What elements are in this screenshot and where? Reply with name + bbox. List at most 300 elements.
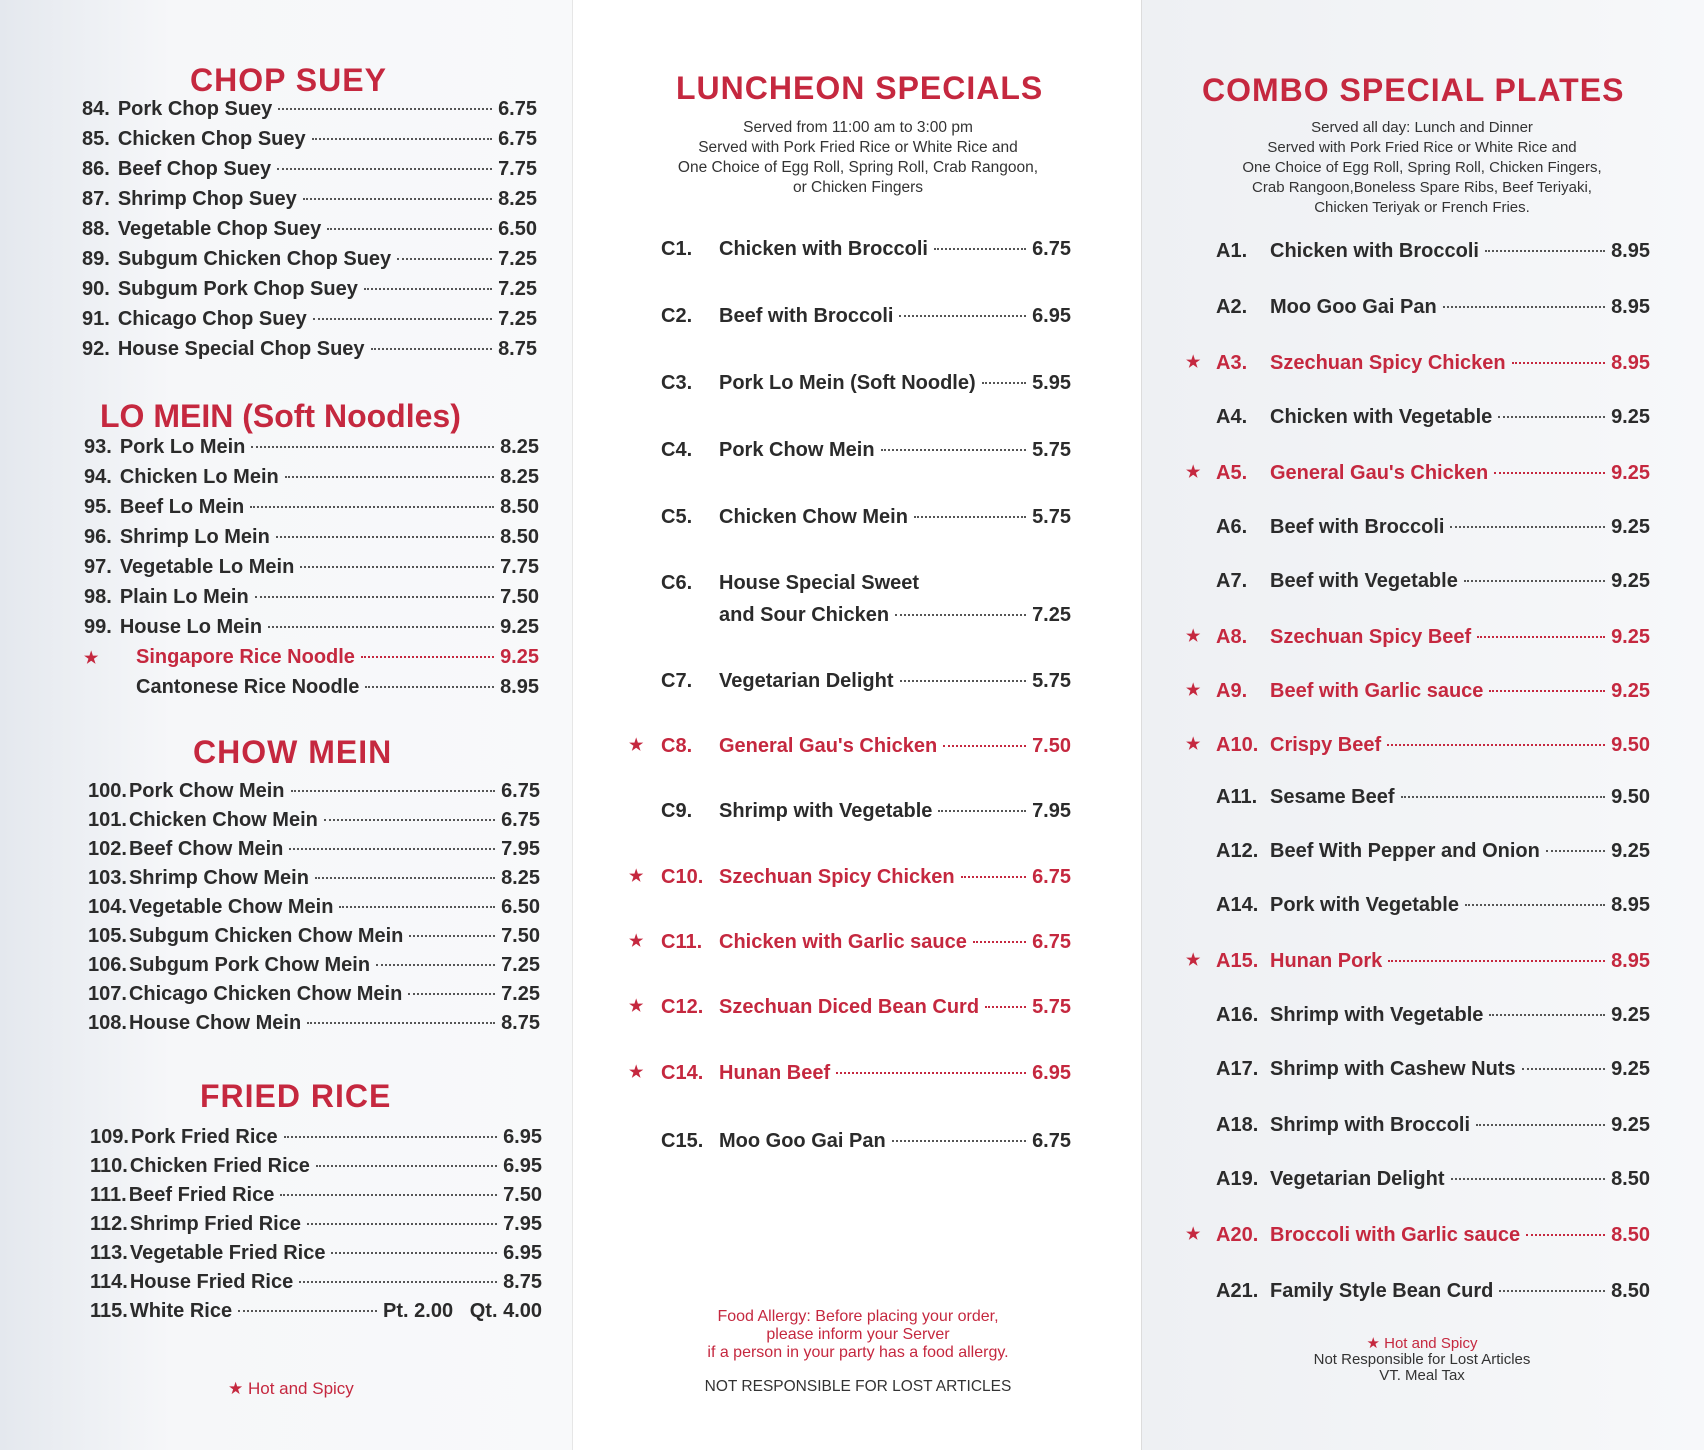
leader-dots bbox=[1464, 580, 1605, 582]
item-price: 9.25 bbox=[1611, 680, 1650, 702]
leader-dots bbox=[255, 596, 494, 598]
item-name: General Gau's Chicken bbox=[1270, 462, 1489, 484]
item-number: 92. bbox=[82, 338, 110, 360]
item-number: A18. bbox=[1216, 1114, 1259, 1136]
item-name: Vegetable Chow Mein bbox=[128, 896, 334, 918]
item-name: Beef with Vegetable bbox=[1270, 570, 1458, 592]
leader-dots bbox=[365, 686, 494, 688]
item-name: Shrimp with Vegetable bbox=[1270, 1004, 1484, 1026]
item-price: 7.25 bbox=[498, 278, 537, 300]
menu-item-spicy bbox=[1186, 626, 1650, 654]
item-price: 7.95 bbox=[1032, 800, 1071, 822]
item-price: 6.75 bbox=[1032, 238, 1071, 260]
menu-item bbox=[661, 1130, 1071, 1158]
item-price: 9.25 bbox=[1611, 516, 1650, 538]
item-price: 6.50 bbox=[498, 218, 537, 240]
luncheon-sub-line: Served from 11:00 am to 3:00 pm bbox=[743, 119, 973, 136]
item-price: 8.75 bbox=[498, 338, 537, 360]
item-price: 6.75 bbox=[501, 809, 540, 831]
menu-item-spicy bbox=[629, 996, 1071, 1024]
leader-dots bbox=[1489, 1014, 1605, 1016]
luncheon-sub-line: Served with Pork Fried Rice or White Rice and bbox=[698, 139, 1018, 156]
menu-item-spicy bbox=[629, 735, 1071, 763]
luncheon-title: LUNCHEON SPECIALS bbox=[676, 70, 1044, 106]
leader-dots bbox=[307, 1022, 495, 1024]
leader-dots bbox=[307, 1223, 497, 1225]
leader-dots bbox=[1387, 744, 1605, 746]
item-name: Family Style Bean Curd bbox=[1270, 1280, 1494, 1302]
leader-dots bbox=[1388, 960, 1605, 962]
leader-dots bbox=[238, 1310, 377, 1312]
item-name: Moo Goo Gai Pan bbox=[719, 1130, 886, 1152]
item-name: Hunan Beef bbox=[719, 1062, 831, 1084]
item-name: Chicago Chop Suey bbox=[117, 308, 307, 330]
item-name: Beef Chow Mein bbox=[128, 838, 284, 860]
item-number: 84. bbox=[82, 98, 110, 120]
item-number: 94. bbox=[84, 466, 112, 488]
item-name: Beef with Broccoli bbox=[719, 305, 894, 327]
menu-item-spicy bbox=[1186, 950, 1650, 978]
menu-item bbox=[1216, 516, 1650, 544]
menu-item bbox=[1216, 1280, 1650, 1308]
item-name-cont: and Sour Chicken bbox=[719, 604, 890, 626]
item-number: 99. bbox=[84, 616, 112, 638]
menu-item bbox=[82, 158, 537, 186]
menu-item-spicy bbox=[84, 646, 539, 674]
combo-footer bbox=[1202, 1336, 1642, 1384]
item-price: 9.25 bbox=[500, 646, 539, 668]
item-price: 9.25 bbox=[1611, 570, 1650, 592]
item-number: 112. bbox=[90, 1213, 128, 1235]
item-name: Beef with Garlic sauce bbox=[1270, 680, 1484, 702]
menu-item bbox=[82, 218, 537, 246]
item-number: 107. bbox=[88, 983, 127, 1005]
item-price: 8.75 bbox=[503, 1271, 542, 1293]
menu-item bbox=[1216, 240, 1650, 268]
leader-dots bbox=[900, 680, 1027, 682]
leader-dots bbox=[277, 168, 492, 170]
leader-dots bbox=[285, 476, 494, 478]
leader-dots bbox=[1401, 796, 1606, 798]
leader-dots bbox=[914, 516, 1026, 518]
item-name: Beef with Broccoli bbox=[1270, 516, 1445, 538]
menu-item bbox=[88, 809, 540, 837]
combo-sub-line: Served all day: Lunch and Dinner bbox=[1311, 119, 1533, 136]
menu-item bbox=[90, 1213, 542, 1241]
item-number: 90. bbox=[82, 278, 110, 300]
item-name: Sesame Beef bbox=[1270, 786, 1395, 808]
panel-left bbox=[0, 0, 572, 1450]
leader-dots bbox=[371, 348, 493, 350]
item-name: Subgum Chicken Chop Suey bbox=[117, 248, 392, 270]
item-name: Vegetable Lo Mein bbox=[119, 556, 295, 578]
menu-item bbox=[90, 1271, 542, 1299]
menu-item bbox=[88, 954, 540, 982]
menu-item bbox=[84, 526, 539, 554]
item-price: 6.75 bbox=[1032, 866, 1071, 888]
item-name: Chicken Chow Mein bbox=[128, 809, 318, 831]
item-name: Shrimp Chop Suey bbox=[117, 188, 297, 210]
item-name: Vegetable Chop Suey bbox=[117, 218, 322, 240]
item-number: 97. bbox=[84, 556, 112, 578]
leader-dots bbox=[316, 1165, 497, 1167]
menu-item bbox=[90, 1126, 542, 1154]
item-name: Szechuan Spicy Chicken bbox=[719, 866, 955, 888]
item-price: 8.95 bbox=[1611, 240, 1650, 262]
menu-item bbox=[82, 248, 537, 276]
item-name: Subgum Pork Chow Mein bbox=[128, 954, 371, 976]
item-number: 108. bbox=[88, 1012, 127, 1034]
leader-dots bbox=[250, 506, 494, 508]
item-name: Shrimp Fried Rice bbox=[129, 1213, 301, 1235]
item-number: A3. bbox=[1216, 352, 1248, 374]
menu-item bbox=[1216, 894, 1650, 922]
item-name: House Special Chop Suey bbox=[117, 338, 365, 360]
item-number: 105. bbox=[88, 925, 127, 947]
item-name: Subgum Pork Chop Suey bbox=[117, 278, 358, 300]
menu-item-spicy bbox=[1186, 1224, 1650, 1252]
leader-dots bbox=[892, 1140, 1026, 1142]
item-number: 87. bbox=[82, 188, 110, 210]
hot-spicy-star-icon: ★ bbox=[629, 868, 644, 885]
leader-dots bbox=[1498, 416, 1605, 418]
item-name: Cantonese Rice Noodle bbox=[136, 676, 360, 698]
leader-dots bbox=[938, 810, 1026, 812]
leader-dots bbox=[312, 138, 492, 140]
hot-spicy-star-icon: ★ bbox=[1186, 682, 1201, 699]
item-number: A6. bbox=[1216, 516, 1248, 538]
item-number: A20. bbox=[1216, 1224, 1259, 1246]
leader-dots bbox=[1450, 526, 1605, 528]
item-price: 9.25 bbox=[1611, 1058, 1650, 1080]
item-number: A11. bbox=[1216, 786, 1258, 808]
menu-item bbox=[661, 439, 1071, 467]
item-price: 7.95 bbox=[503, 1213, 542, 1235]
menu-item bbox=[82, 338, 537, 366]
menu-item bbox=[84, 676, 539, 704]
item-name: Chicken with Broccoli bbox=[719, 238, 928, 260]
leader-dots bbox=[268, 626, 494, 628]
leader-dots bbox=[409, 935, 495, 937]
item-name: Szechuan Spicy Beef bbox=[1270, 626, 1472, 648]
combo-sub-line: Served with Pork Fried Rice or White Rice and bbox=[1267, 139, 1577, 156]
item-name: House Special Sweet bbox=[719, 572, 920, 594]
item-number: C15. bbox=[661, 1130, 704, 1152]
item-number: C4. bbox=[661, 439, 693, 461]
item-price: 7.95 bbox=[501, 838, 540, 860]
item-name: Chicken Chop Suey bbox=[117, 128, 306, 150]
leader-dots bbox=[1546, 850, 1605, 852]
item-price: 7.25 bbox=[498, 308, 537, 330]
item-number: A10. bbox=[1216, 734, 1259, 756]
menu-item bbox=[661, 670, 1071, 698]
meal-tax-note: VT. Meal Tax bbox=[1379, 1367, 1465, 1384]
item-number: 86. bbox=[82, 158, 110, 180]
item-price: 8.95 bbox=[1611, 296, 1650, 318]
item-name: Shrimp Chow Mein bbox=[128, 867, 309, 889]
menu-item bbox=[1216, 1058, 1650, 1086]
leader-dots bbox=[299, 1281, 497, 1283]
item-name: Pork Chop Suey bbox=[117, 98, 273, 120]
item-name: Shrimp with Vegetable bbox=[719, 800, 933, 822]
leader-dots bbox=[982, 382, 1026, 384]
item-price: 8.95 bbox=[1611, 352, 1650, 374]
leader-dots bbox=[985, 1006, 1026, 1008]
item-price: 8.75 bbox=[501, 1012, 540, 1034]
item-name: Beef With Pepper and Onion bbox=[1270, 840, 1540, 862]
item-number: A2. bbox=[1216, 296, 1248, 318]
menu-item-spicy bbox=[1186, 734, 1650, 762]
item-name: Pork with Vegetable bbox=[1270, 894, 1459, 916]
item-number: C7. bbox=[661, 670, 693, 692]
leader-dots bbox=[276, 536, 494, 538]
menu-item bbox=[1216, 1114, 1650, 1142]
leader-dots bbox=[1465, 904, 1605, 906]
menu-item bbox=[661, 372, 1071, 400]
menu-item bbox=[661, 305, 1071, 333]
item-number: C12. bbox=[661, 996, 704, 1018]
item-price: 6.75 bbox=[1032, 931, 1071, 953]
item-price: 6.95 bbox=[1032, 305, 1071, 327]
menu-item bbox=[661, 238, 1071, 266]
leader-dots bbox=[934, 248, 1026, 250]
hot-spicy-star-icon: ★ bbox=[1186, 736, 1201, 753]
hot-spicy-star-icon: ★ bbox=[629, 1064, 644, 1081]
item-name: Chicken with Garlic sauce bbox=[719, 931, 967, 953]
menu-item bbox=[82, 278, 537, 306]
item-price: 6.95 bbox=[503, 1155, 542, 1177]
item-number: 101. bbox=[88, 809, 127, 831]
leader-dots bbox=[251, 446, 494, 448]
leader-dots bbox=[324, 819, 495, 821]
menu-item bbox=[88, 983, 540, 1011]
item-number: A19. bbox=[1216, 1168, 1259, 1190]
item-price: 5.75 bbox=[1032, 506, 1071, 528]
hot-spicy-note: ★ Hot and Spicy bbox=[1366, 1335, 1478, 1352]
item-name: Subgum Chicken Chow Mein bbox=[128, 925, 404, 947]
item-price: 7.50 bbox=[501, 925, 540, 947]
chow-mein-title: CHOW MEIN bbox=[193, 734, 393, 770]
item-number: 96. bbox=[84, 526, 112, 548]
item-price: 7.75 bbox=[500, 556, 539, 578]
item-name: Beef Chop Suey bbox=[117, 158, 272, 180]
item-name: Moo Goo Gai Pan bbox=[1270, 296, 1437, 318]
leader-dots bbox=[303, 198, 492, 200]
leader-dots bbox=[1526, 1234, 1605, 1236]
menu-item bbox=[1216, 786, 1650, 814]
item-price: 7.75 bbox=[498, 158, 537, 180]
item-number: 91. bbox=[82, 308, 110, 330]
item-name: Pork Fried Rice bbox=[130, 1126, 278, 1148]
item-number: 88. bbox=[82, 218, 110, 240]
item-name: Chicken with Vegetable bbox=[1270, 406, 1493, 428]
item-price: 5.75 bbox=[1032, 670, 1071, 692]
menu-item bbox=[661, 506, 1071, 534]
menu-item bbox=[84, 436, 539, 464]
luncheon-sub-line: or Chicken Fingers bbox=[792, 179, 924, 196]
leader-dots bbox=[1512, 362, 1605, 364]
leader-dots bbox=[300, 566, 494, 568]
hot-spicy-star-icon: ★ bbox=[1186, 952, 1201, 969]
item-number: 114. bbox=[90, 1271, 128, 1293]
menu-item-spicy bbox=[629, 931, 1071, 959]
leader-dots bbox=[397, 258, 492, 260]
item-name: Chicago Chicken Chow Mein bbox=[128, 983, 403, 1005]
menu-item-line2 bbox=[711, 604, 1071, 632]
menu-item bbox=[84, 466, 539, 494]
item-name: Szechuan Diced Bean Curd bbox=[719, 996, 980, 1018]
menu-item-spicy bbox=[1186, 680, 1650, 708]
menu-item bbox=[88, 838, 540, 866]
hot-spicy-star-icon: ★ bbox=[1186, 354, 1201, 371]
item-price: 8.50 bbox=[500, 526, 539, 548]
item-name: Vegetable Fried Rice bbox=[129, 1242, 326, 1264]
panel-right bbox=[1142, 0, 1704, 1450]
item-price: 8.95 bbox=[500, 676, 539, 698]
item-name: Chicken Lo Mein bbox=[119, 466, 279, 488]
item-number: A14. bbox=[1216, 894, 1259, 916]
leader-dots bbox=[364, 288, 492, 290]
item-price: 6.95 bbox=[503, 1126, 542, 1148]
luncheon-sub-line: One Choice of Egg Roll, Spring Roll, Crab Rangoon, bbox=[677, 159, 1039, 176]
leader-dots bbox=[280, 1194, 497, 1196]
leader-dots bbox=[881, 449, 1026, 451]
leader-dots bbox=[291, 790, 496, 792]
item-number: 95. bbox=[84, 496, 112, 518]
leader-dots bbox=[327, 228, 492, 230]
leader-dots bbox=[943, 745, 1026, 747]
item-price: 9.25 bbox=[1611, 840, 1650, 862]
hot-spicy-star-icon: ★ bbox=[629, 933, 644, 950]
lost-articles-note: Not Responsible for Lost Articles bbox=[1313, 1351, 1531, 1368]
item-name: Singapore Rice Noodle bbox=[136, 646, 355, 668]
item-name: House Fried Rice bbox=[129, 1271, 294, 1293]
leader-dots bbox=[1522, 1068, 1605, 1070]
menu-item bbox=[88, 896, 540, 924]
item-number: 106. bbox=[88, 954, 127, 976]
menu-item bbox=[88, 780, 540, 808]
item-name: Beef Fried Rice bbox=[128, 1184, 275, 1206]
item-price: 6.50 bbox=[501, 896, 540, 918]
item-name: Chicken Fried Rice bbox=[129, 1155, 310, 1177]
item-price: 6.95 bbox=[1032, 1062, 1071, 1084]
leader-dots bbox=[1485, 250, 1605, 252]
menu-item bbox=[82, 128, 537, 156]
item-price: 8.50 bbox=[1611, 1168, 1650, 1190]
item-number: A8. bbox=[1216, 626, 1248, 648]
menu-item bbox=[1216, 406, 1650, 434]
item-price: 6.95 bbox=[503, 1242, 542, 1264]
leader-dots bbox=[339, 906, 495, 908]
item-number: 109. bbox=[90, 1126, 129, 1148]
leader-dots bbox=[1477, 636, 1605, 638]
lost-articles-note: NOT RESPONSIBLE FOR LOST ARTICLES bbox=[704, 1378, 1012, 1395]
item-number: C3. bbox=[661, 372, 693, 394]
item-number: 110. bbox=[90, 1155, 128, 1177]
item-name: White Rice bbox=[129, 1300, 233, 1322]
leader-dots bbox=[408, 993, 495, 995]
menu-item bbox=[82, 98, 537, 126]
item-name: Pork Chow Mein bbox=[719, 439, 875, 461]
menu-item bbox=[1216, 840, 1650, 868]
hot-spicy-star-icon: ★ bbox=[84, 650, 99, 667]
item-number: C14. bbox=[661, 1062, 704, 1084]
food-allergy-note bbox=[638, 1308, 1078, 1362]
item-number: A15. bbox=[1216, 950, 1259, 972]
item-price: 6.75 bbox=[498, 128, 537, 150]
item-name: House Lo Mein bbox=[119, 616, 263, 638]
leader-dots bbox=[376, 964, 495, 966]
leader-dots bbox=[289, 848, 495, 850]
menu-item-spicy bbox=[629, 1062, 1071, 1090]
item-name: Hunan Pork bbox=[1270, 950, 1383, 972]
menu-item bbox=[90, 1242, 542, 1270]
item-number: 113. bbox=[90, 1242, 128, 1264]
menu-item bbox=[90, 1155, 542, 1183]
item-price: 8.25 bbox=[501, 867, 540, 889]
item-name: Vegetarian Delight bbox=[719, 670, 894, 692]
item-number: A5. bbox=[1216, 462, 1248, 484]
item-name: House Chow Mein bbox=[128, 1012, 302, 1034]
item-price: 8.95 bbox=[1611, 894, 1650, 916]
item-name: Broccoli with Garlic sauce bbox=[1270, 1224, 1521, 1246]
hot-spicy-star-icon: ★ bbox=[629, 737, 644, 754]
menu-item bbox=[88, 1012, 540, 1040]
item-number: 103. bbox=[88, 867, 127, 889]
item-number: A16. bbox=[1216, 1004, 1259, 1026]
item-number: C8. bbox=[661, 735, 693, 757]
chop-suey-title: CHOP SUEY bbox=[190, 62, 387, 98]
item-price: 8.50 bbox=[500, 496, 539, 518]
item-price: 6.75 bbox=[498, 98, 537, 120]
fried-rice-title: FRIED RICE bbox=[200, 1078, 392, 1114]
allergy-line: Food Allergy: Before placing your order, bbox=[717, 1308, 999, 1325]
item-name: Pork Lo Mein bbox=[119, 436, 246, 458]
leader-dots bbox=[361, 656, 494, 658]
item-name: Shrimp with Broccoli bbox=[1270, 1114, 1471, 1136]
menu-item bbox=[84, 496, 539, 524]
allergy-line: if a person in your party has a food allergy. bbox=[707, 1344, 1009, 1361]
menu-item bbox=[661, 800, 1071, 828]
item-number: C6. bbox=[661, 572, 693, 594]
menu-item-spicy bbox=[1186, 462, 1650, 490]
item-number: A7. bbox=[1216, 570, 1248, 592]
panel-middle bbox=[572, 0, 1142, 1450]
leader-dots bbox=[895, 614, 1026, 616]
item-price: 9.25 bbox=[500, 616, 539, 638]
menu-item bbox=[84, 616, 539, 644]
hot-spicy-star-icon: ★ bbox=[1186, 1226, 1201, 1243]
menu-item-line1 bbox=[661, 572, 1071, 600]
leader-dots bbox=[899, 315, 1026, 317]
leader-dots bbox=[836, 1072, 1026, 1074]
leader-dots bbox=[1451, 1178, 1606, 1180]
luncheon-subtitle bbox=[633, 118, 1083, 198]
item-price: 5.75 bbox=[1032, 439, 1071, 461]
leader-dots bbox=[313, 318, 492, 320]
combo-sub-line: One Choice of Egg Roll, Spring Roll, Chicken Fingers, bbox=[1242, 159, 1602, 176]
item-price: 9.25 bbox=[1611, 406, 1650, 428]
item-price: 7.25 bbox=[498, 248, 537, 270]
menu-item bbox=[82, 308, 537, 336]
item-number: A4. bbox=[1216, 406, 1248, 428]
item-price: 8.25 bbox=[500, 436, 539, 458]
leader-dots bbox=[284, 1136, 497, 1138]
item-number: C2. bbox=[661, 305, 693, 327]
item-price: 6.75 bbox=[1032, 1130, 1071, 1152]
item-name: Shrimp Lo Mein bbox=[119, 526, 270, 548]
item-price: 7.50 bbox=[500, 586, 539, 608]
